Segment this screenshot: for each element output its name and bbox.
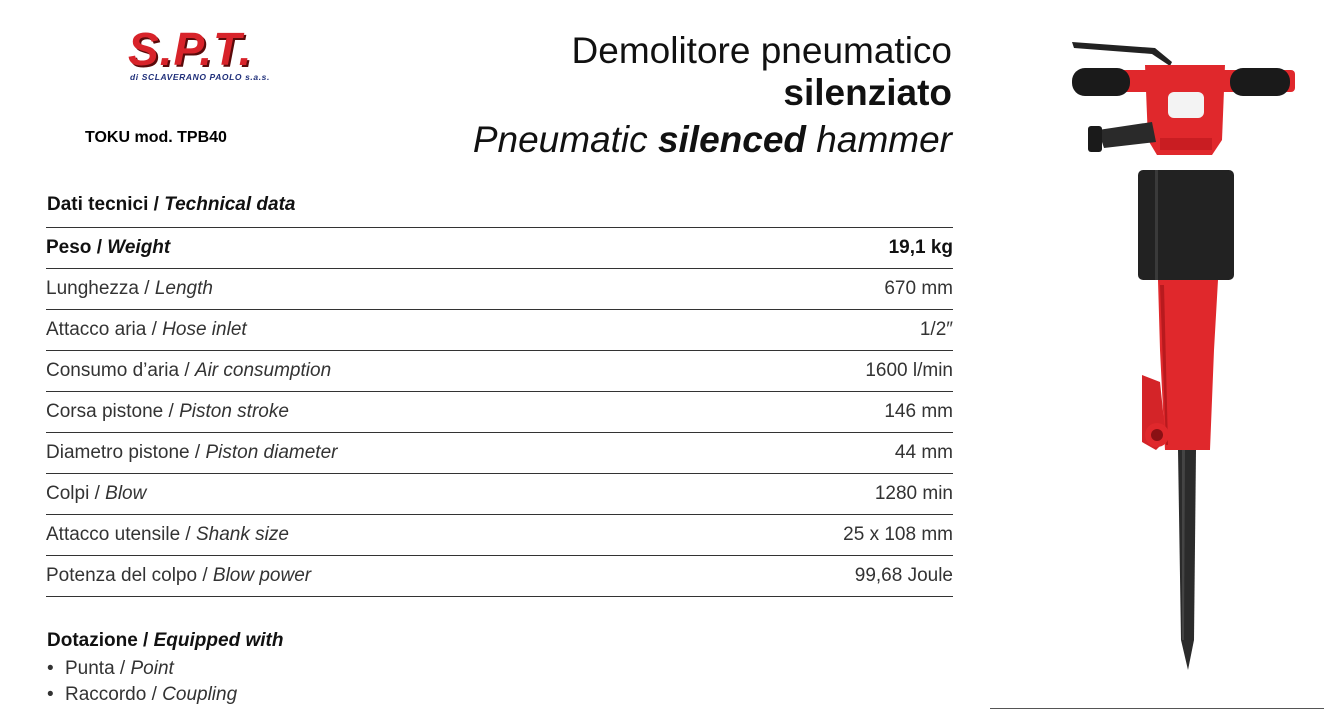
spec-value: 1280 min [705,474,953,515]
spec-value: 146 mm [705,392,953,433]
model-label: TOKU mod. TPB40 [85,129,227,146]
list-item: • Punta / Point [47,656,237,682]
table-row [46,269,953,310]
table-row [46,228,953,269]
spec-label: Attacco utensile / Shank size [46,515,705,556]
spec-value: 99,68 Joule [705,556,953,597]
spec-value: 25 x 108 mm [705,515,953,556]
page-title [473,30,952,166]
spec-label: Lunghezza / Length [46,269,705,310]
pneumatic-hammer-image [1060,30,1310,680]
spec-value: 670 mm [705,269,953,310]
bottom-divider [990,708,1324,709]
spec-label: Colpi / Blow [46,474,705,515]
spec-label: Peso / Weight [46,228,705,269]
spec-label: Corsa pistone / Piston stroke [46,392,705,433]
spec-value: 1/2″ [705,310,953,351]
table-row [46,310,953,351]
table-row [46,556,953,597]
bullet-icon: • [47,658,54,679]
technical-data-table [46,227,953,597]
logo-subtitle: di SCLAVERANO PAOLO s.a.s. [130,72,270,82]
equipment-heading: Dotazione / Equipped with [47,630,284,651]
spec-label: Consumo d’aria / Air consumption [46,351,705,392]
spec-label: Diametro pistone / Piston diameter [46,433,705,474]
spec-value: 19,1 kg [705,228,953,269]
title-english: Pneumatic silenced hammer [472,119,952,160]
logo-text: S.P.T. [128,23,253,75]
title-italian-line2: silenziato [783,72,952,113]
spec-value: 1600 l/min [705,351,953,392]
table-row [46,392,953,433]
list-item: • Raccordo / Coupling [47,682,237,708]
technical-data-heading: Dati tecnici / Technical data [47,194,296,215]
bullet-icon: • [47,684,54,705]
company-logo [128,23,308,86]
table-row [46,515,953,556]
spec-value: 44 mm [705,433,953,474]
spec-label: Potenza del colpo / Blow power [46,556,705,597]
table-row [46,351,953,392]
spec-label: Attacco aria / Hose inlet [46,310,705,351]
table-row [46,433,953,474]
equipment-list [47,656,237,708]
title-italian-line1: Demolitore pneumatico [571,30,952,71]
table-row [46,474,953,515]
